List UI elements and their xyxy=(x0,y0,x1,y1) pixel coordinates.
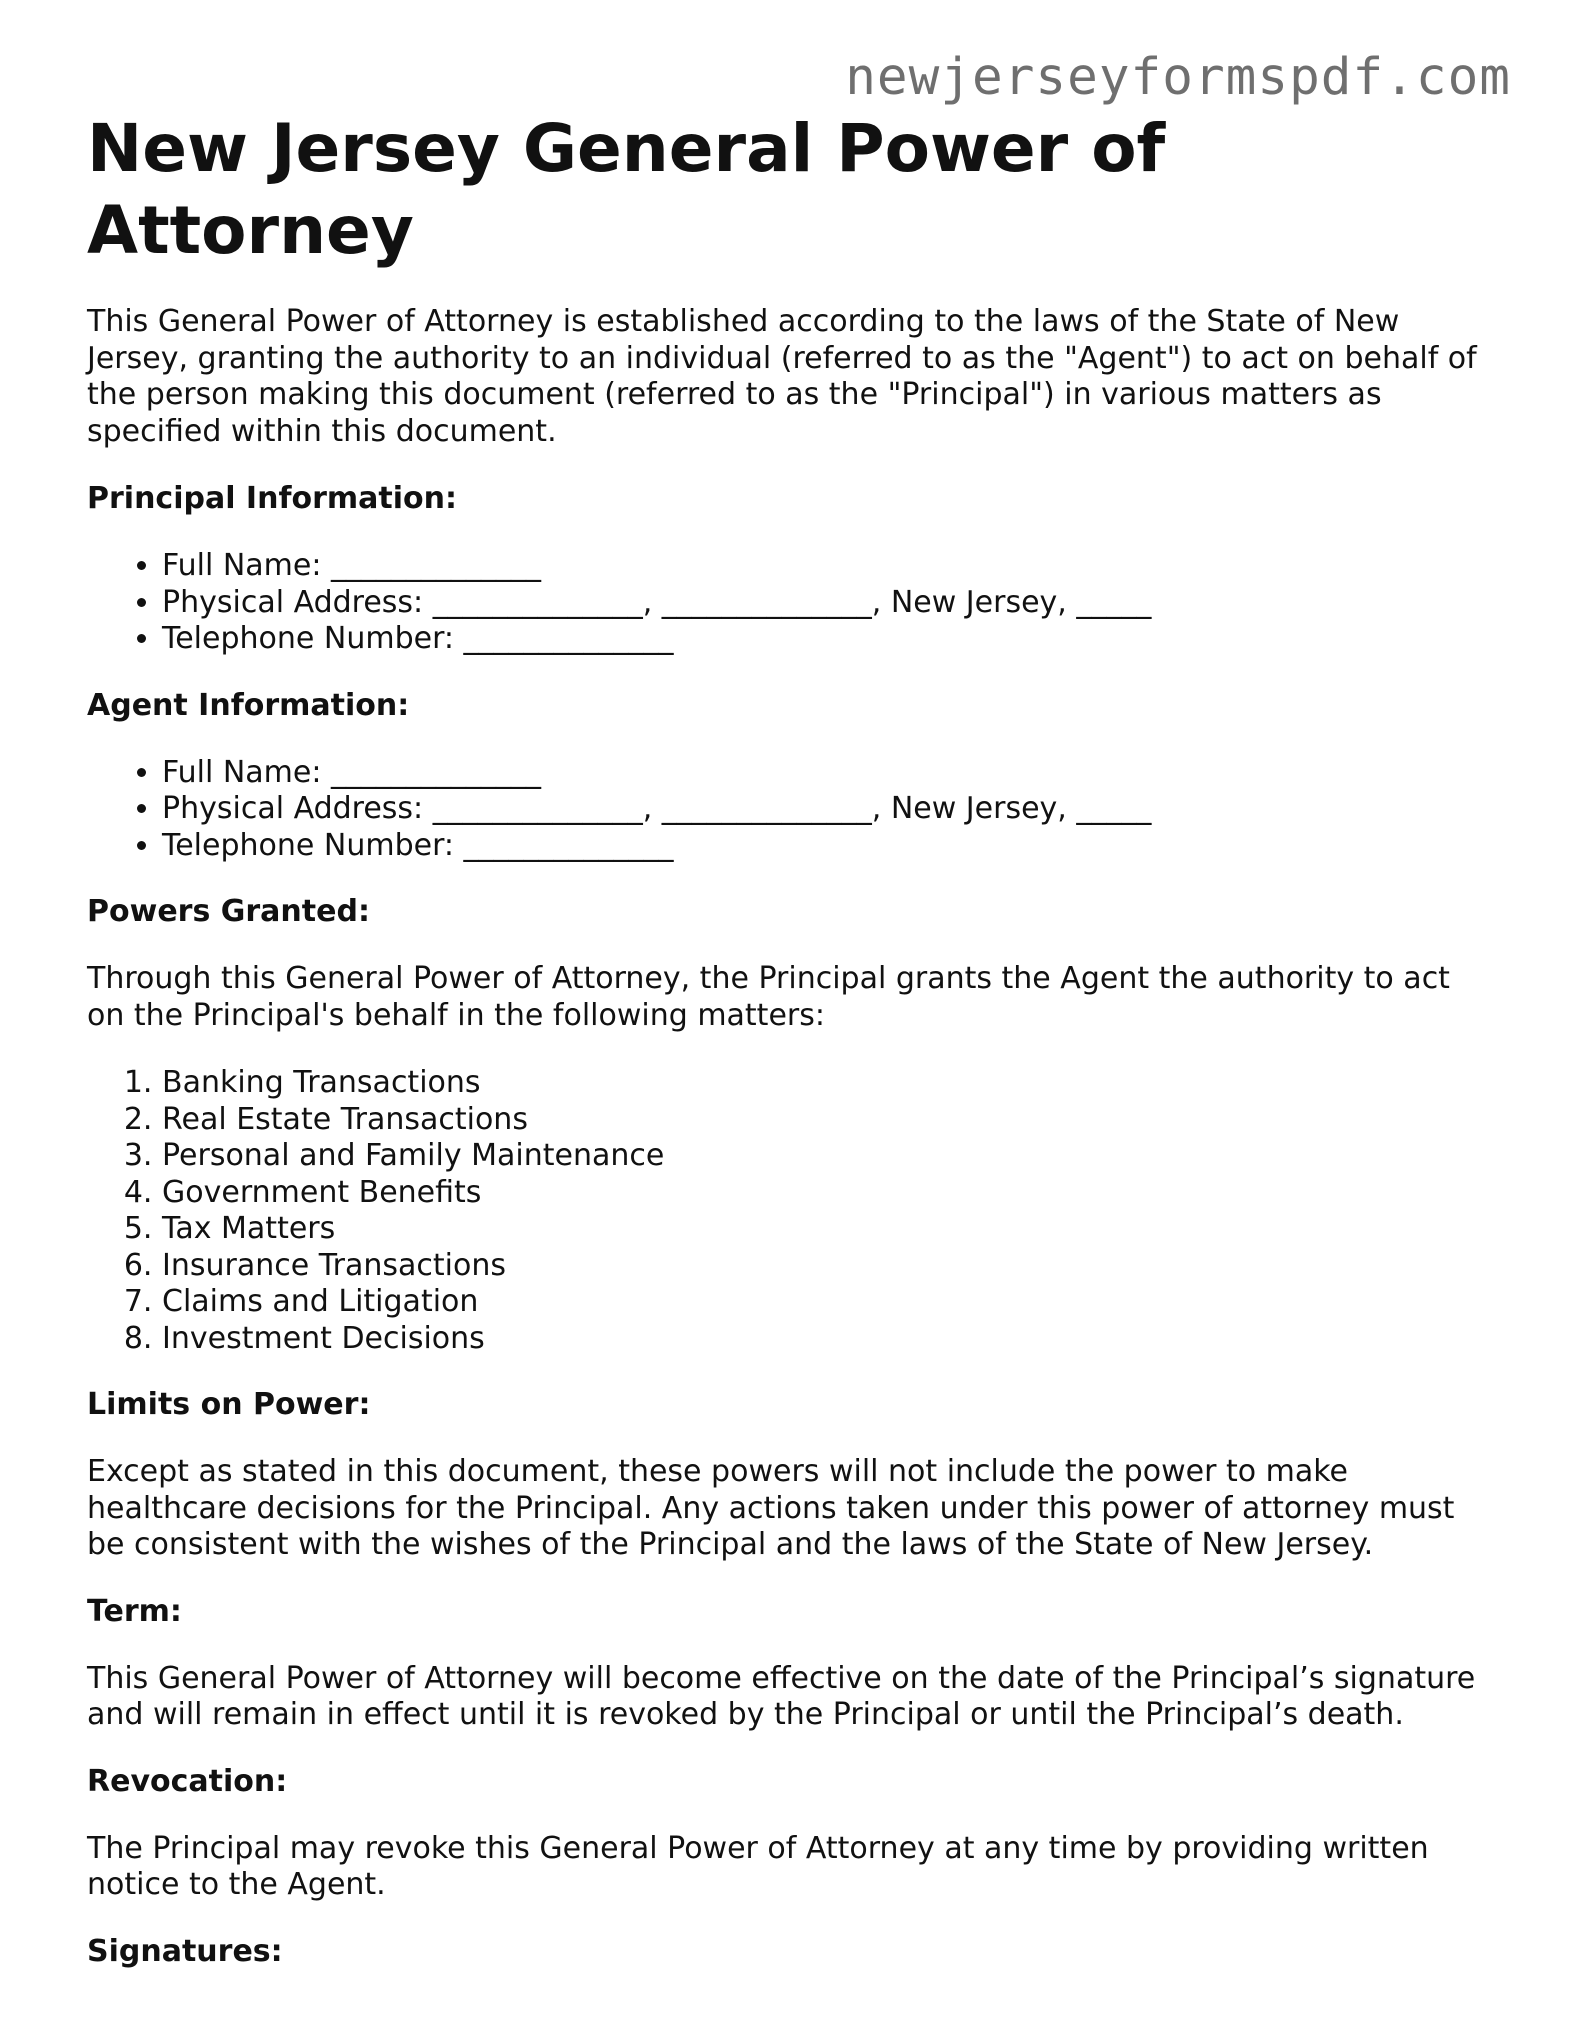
principal-full-name-field: • Full Name: ______________ xyxy=(162,548,1487,585)
powers-list xyxy=(87,1065,1487,1357)
power-item: 3. Personal and Family Maintenance xyxy=(162,1138,1487,1175)
agent-fields-list xyxy=(87,755,1487,865)
principal-phone-field: • Telephone Number: ______________ xyxy=(162,621,1487,658)
term-heading: Term: xyxy=(87,1593,182,1629)
agent-full-name-field: • Full Name: ______________ xyxy=(162,755,1487,792)
intro-paragraph: This General Power of Attorney is established according to the laws of the State of New Jersey, granting the authority to an individual (referred to as the "Agent") to act on behalf of the person making this document (referred to as the "Principal") in various matters as specified within this document. xyxy=(87,304,1477,449)
power-item: 6. Insurance Transactions xyxy=(162,1248,1487,1285)
agent-address-field: • Physical Address: ______________, ______________, New Jersey, _____ xyxy=(162,791,1487,828)
document-title: New Jersey General Power of Attorney xyxy=(87,110,1166,269)
powers-paragraph: Through this General Power of Attorney, the Principal grants the Agent the authority to act on the Principal's behalf in the following matters: xyxy=(87,961,1450,1033)
agent-heading: Agent Information: xyxy=(87,687,410,723)
principal-heading: Principal Information: xyxy=(87,481,458,516)
power-item: 5. Tax Matters xyxy=(162,1211,1487,1248)
powers-heading: Powers Granted: xyxy=(87,894,370,929)
power-item: 1. Banking Transactions xyxy=(162,1065,1487,1102)
limits-heading: Limits on Power: xyxy=(87,1387,371,1422)
principal-address-field: • Physical Address: ______________, ______________, New Jersey, _____ xyxy=(162,585,1487,622)
revocation-paragraph: The Principal may revoke this General Power of Attorney at any time by providing written notice to the Agent. xyxy=(87,1830,1429,1902)
document-body xyxy=(87,108,1487,1970)
limits-paragraph: Except as stated in this document, these powers will not include the power to make healthcare decisions for the Principal. Any actions taken under this power of attorney must be consistent with the wishes of the Principal and the laws of the State of New Jersey. xyxy=(87,1454,1455,1562)
revocation-heading: Revocation: xyxy=(87,1763,288,1799)
power-item: 7. Claims and Litigation xyxy=(162,1284,1487,1321)
agent-phone-field: • Telephone Number: ______________ xyxy=(162,828,1487,865)
term-paragraph: This General Power of Attorney will become effective on the date of the Principal’s signature and will remain in effect until it is revoked by the Principal or until the Principal’s death. xyxy=(87,1660,1476,1732)
watermark: newjerseyformspdf.com xyxy=(845,48,1511,107)
power-item: 2. Real Estate Transactions xyxy=(162,1102,1487,1139)
principal-fields-list xyxy=(87,548,1487,658)
power-item: 8. Investment Decisions xyxy=(162,1321,1487,1358)
power-item: 4. Government Benefits xyxy=(162,1175,1487,1212)
signatures-heading: Signatures: xyxy=(87,1933,283,1969)
